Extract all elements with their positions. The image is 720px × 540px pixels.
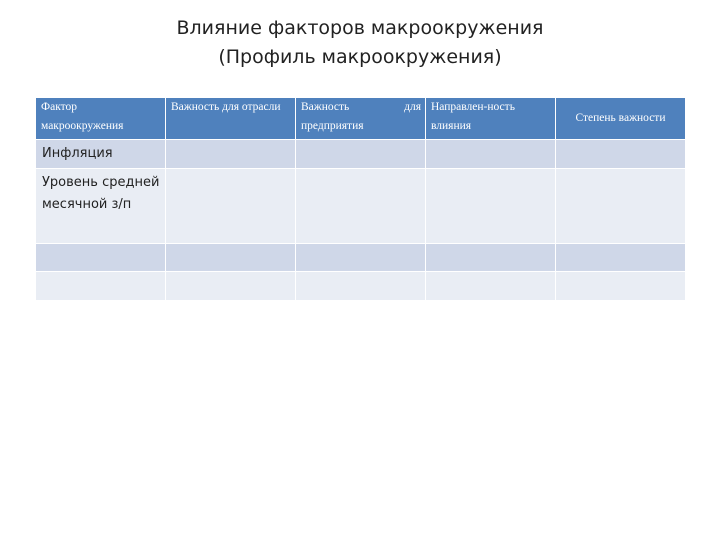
header-influence-direction: Направлен-ность влияния (426, 98, 556, 140)
table-cell (296, 272, 426, 301)
header-factor: Фактор макроокружения (36, 98, 166, 140)
table-cell: Уровень средней месячной з/п (36, 169, 166, 244)
table-cell (426, 169, 556, 244)
header-importance-degree: Степень важности (556, 98, 686, 140)
slide-title (0, 14, 720, 72)
table-cell (36, 244, 166, 272)
table-cell (166, 244, 296, 272)
table-header-row (36, 98, 686, 140)
table-cell (166, 169, 296, 244)
header-enterprise-importance: Важность для предприятия (296, 98, 426, 140)
table-cell (296, 169, 426, 244)
table-row (36, 140, 686, 169)
table-cell: Инфляция (36, 140, 166, 169)
macro-profile-table (35, 97, 686, 301)
table-cell (296, 244, 426, 272)
title-line-2: (Профиль макроокружения) (218, 46, 502, 68)
table-cell (556, 140, 686, 169)
title-line-1: Влияние факторов макроокружения (176, 17, 544, 39)
table-row (36, 169, 686, 244)
table-cell (426, 244, 556, 272)
table-cell (426, 140, 556, 169)
header-industry-importance: Важность для отрасли (166, 98, 296, 140)
table-cell (556, 272, 686, 301)
table-row (36, 272, 686, 301)
table-cell (166, 272, 296, 301)
table-cell (426, 272, 556, 301)
table-row (36, 244, 686, 272)
table-cell (36, 272, 166, 301)
table-cell (556, 169, 686, 244)
table-cell (296, 140, 426, 169)
table-cell (556, 244, 686, 272)
table-cell (166, 140, 296, 169)
